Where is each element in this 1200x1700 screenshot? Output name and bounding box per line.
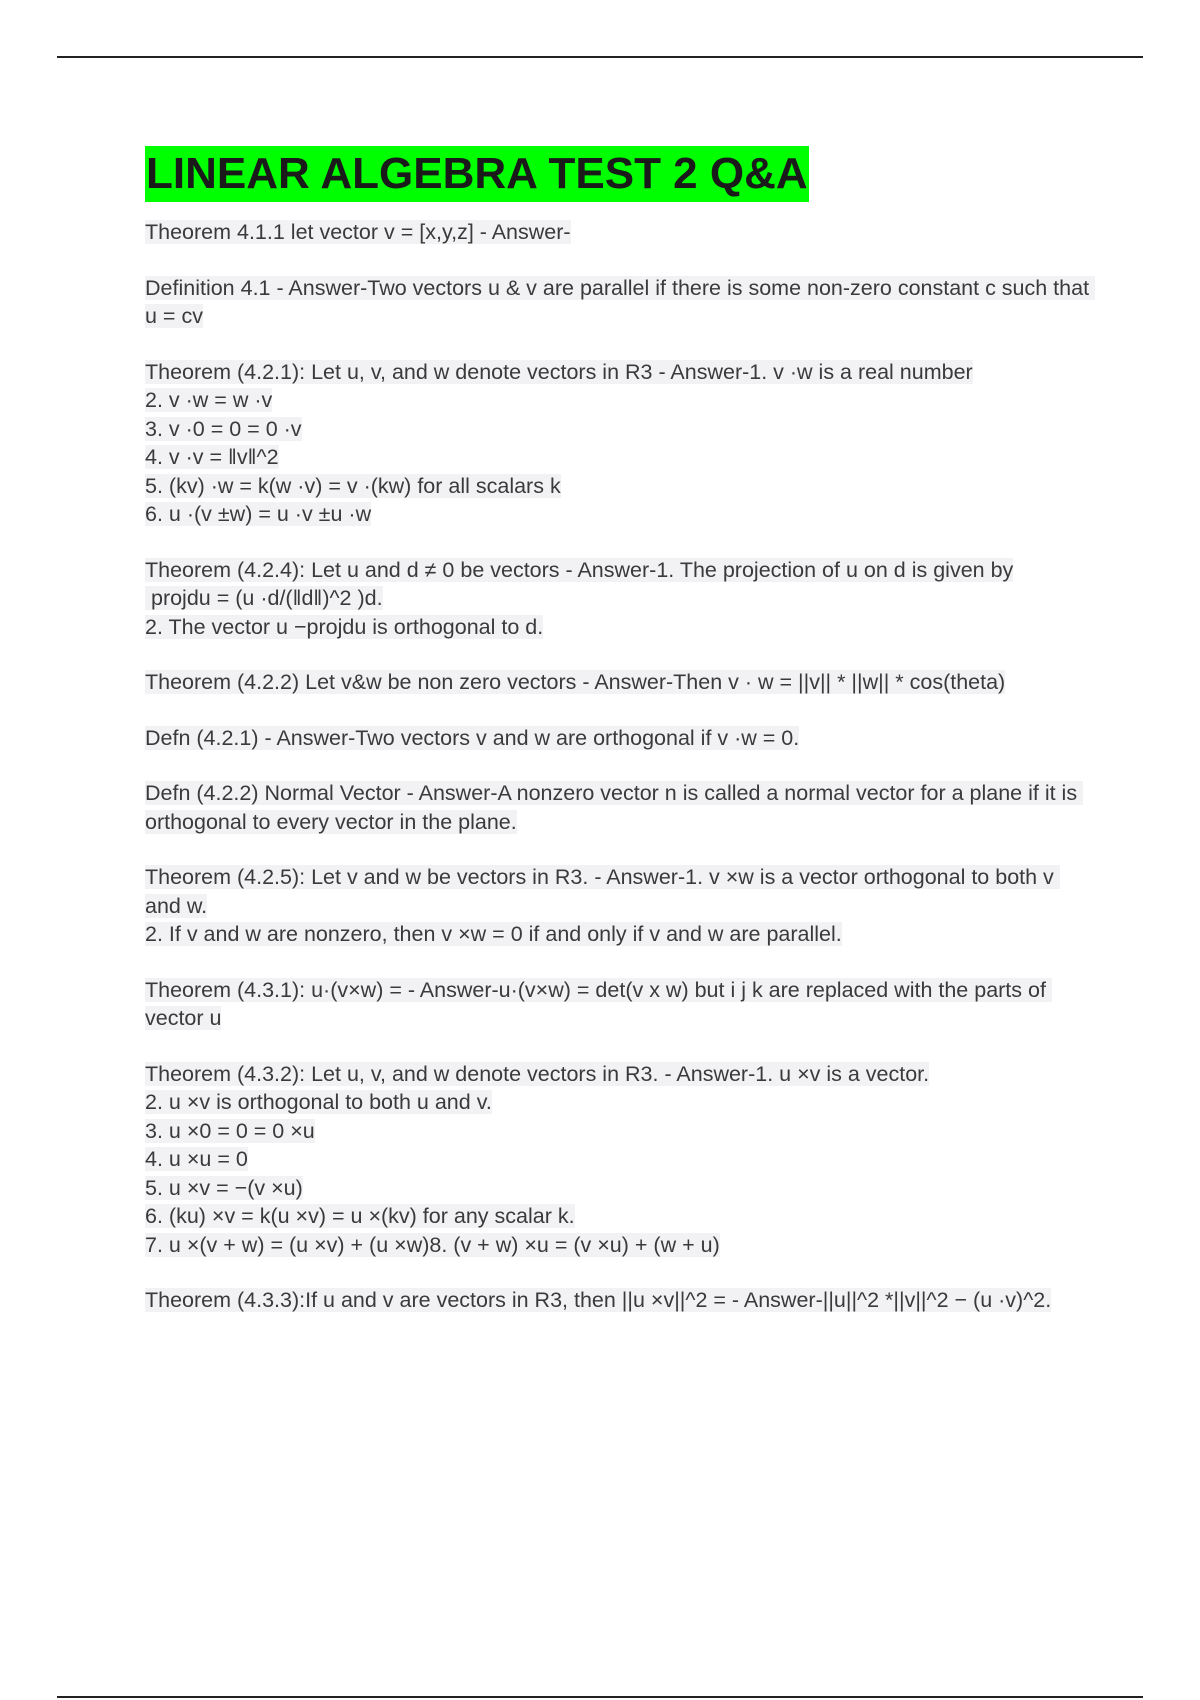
qa-entry [145,1060,1095,1260]
document-body [145,146,1095,1342]
qa-entry [145,556,1095,642]
qa-entry [145,976,1095,1033]
qa-entry [145,863,1095,949]
qa-text: Theorem (4.3.3):If u and v are vectors in R3, then ||u ×v||^2 = - Answer-||u||^2 *||v||^2 − (u ·v)^2. [145,1288,1052,1312]
bottom-rule [57,1696,1143,1698]
qa-text: Theorem (4.2.1): Let u, v, and w denote vectors in R3 - Answer-1. v ·w is a real number 2. v ·w = w ·v 3. v ·0 = 0 = 0 ·v 4. v ·v = ‖v‖^2 5. (kv) ·w = k(w ·v) = v ·(kw) for all scalars k 6. u ·(v ±w) = u ·v ±u ·w [145,359,973,526]
qa-text: Defn (4.2.2) Normal Vector - Answer-A nonzero vector n is called a normal vector for a plane if it is orthogonal to every vector in the plane. [145,781,1084,834]
qa-entry [145,358,1095,529]
qa-text: Definition 4.1 - Answer-Two vectors u & v are parallel if there is some non-zero constant c such that u = cv [145,275,1096,328]
qa-text: Theorem (4.2.2) Let v&w be non zero vectors - Answer-Then v · w = ||v|| * ||w|| * cos(theta) [145,670,1006,694]
qa-entry [145,779,1095,836]
qa-text: Defn (4.2.1) - Answer-Two vectors v and w are orthogonal if v ·w = 0. [145,725,800,750]
qa-entry [145,218,1095,247]
qa-text: Theorem 4.1.1 let vector v = [x,y,z] - Answer- [145,220,571,244]
qa-text: Theorem (4.2.5): Let v and w be vectors in R3. - Answer-1. v ×w is a vector orthogonal to both v and w. 2. If v and w are nonzero, then v ×w = 0 if and only if v and w are parallel. [145,865,1060,946]
top-rule [57,56,1143,58]
qa-entry [145,668,1095,697]
qa-text: Theorem (4.3.2): Let u, v, and w denote vectors in R3. - Answer-1. u ×v is a vector. 2. u ×v is orthogonal to both u and v. 3. u ×0 = 0 = 0 ×u 4. u ×u = 0 5. u ×v = −(v ×u) 6. (ku) ×v = k(u ×v) = u ×(kv) for any scalar k. 7. u ×(v + w) = (u ×v) + (u ×w)8. (v + w) ×u = (v ×u) + (w + u) [145,1061,930,1257]
qa-entry [145,274,1095,331]
document-title: LINEAR ALGEBRA TEST 2 Q&A [145,146,809,202]
qa-entry [145,1286,1095,1315]
qa-text: Theorem (4.2.4): Let u and d ≠ 0 be vectors - Answer-1. The projection of u on d is given by projdu = (u ·d/(‖d‖)^2 )d. 2. The vector u −projdu is orthogonal to d. [145,557,1014,639]
qa-text: Theorem (4.3.1): u·(v×w) = - Answer-u·(v×w) = det(v x w) but i j k are replaced with the parts of vector u [145,977,1052,1030]
qa-entry [145,724,1095,753]
